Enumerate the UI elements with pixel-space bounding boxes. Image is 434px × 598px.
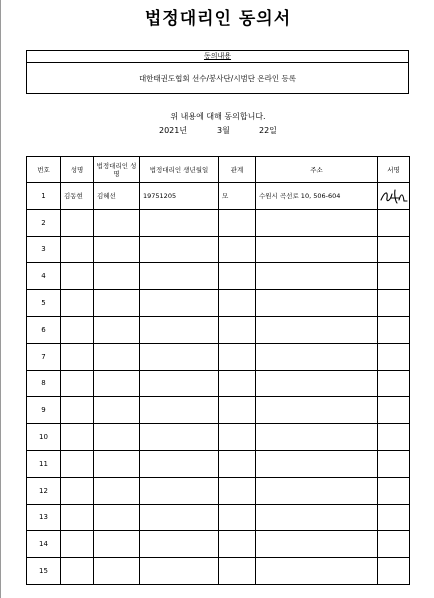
guardian-roster-table	[26, 156, 410, 585]
cell-guardian-name	[94, 370, 140, 397]
cell-name	[61, 209, 94, 236]
table-row	[27, 450, 410, 477]
cell-num: 11	[27, 450, 61, 477]
cell-signature	[378, 397, 410, 424]
cell-guardian-name	[94, 477, 140, 504]
cell-signature	[378, 290, 410, 317]
cell-address	[256, 316, 378, 343]
cell-relation	[219, 504, 256, 531]
cell-relation	[219, 397, 256, 424]
cell-name	[61, 290, 94, 317]
cell-signature	[378, 236, 410, 263]
cell-address	[256, 290, 378, 317]
page-title: 법정대리인 동의서	[144, 9, 292, 29]
table-row	[27, 343, 410, 370]
cell-guardian-birth	[140, 504, 219, 531]
cell-signature	[378, 263, 410, 290]
consent-content-box	[26, 50, 409, 94]
cell-address	[256, 477, 378, 504]
cell-num: 5	[27, 290, 61, 317]
consent-text: 대한태권도협회 선수/봉사단/시범단 온라인 등록	[138, 74, 297, 83]
cell-num: 1	[27, 183, 61, 210]
cell-address: 수원시 곡선로 10, 506-604	[256, 183, 378, 210]
cell-guardian-name	[94, 450, 140, 477]
cell-signature	[378, 183, 410, 210]
cell-address	[256, 343, 378, 370]
cell-signature	[378, 504, 410, 531]
cell-guardian-name	[94, 316, 140, 343]
cell-guardian-name	[94, 558, 140, 585]
cell-name	[61, 263, 94, 290]
cell-signature	[378, 477, 410, 504]
table-row	[27, 236, 410, 263]
cell-relation	[219, 316, 256, 343]
date-day: 22일	[259, 126, 277, 135]
table-row	[27, 290, 410, 317]
cell-name: 김동현	[61, 183, 94, 210]
cell-guardian-birth	[140, 316, 219, 343]
cell-name	[61, 343, 94, 370]
cell-guardian-birth	[140, 477, 219, 504]
cell-signature	[378, 450, 410, 477]
cell-num: 10	[27, 424, 61, 451]
cell-num: 14	[27, 531, 61, 558]
cell-signature	[378, 316, 410, 343]
table-row	[27, 397, 410, 424]
cell-address	[256, 531, 378, 558]
header-guardian-name: 법정대리인 성명	[94, 157, 140, 183]
table-row	[27, 531, 410, 558]
header-address: 주소	[256, 157, 378, 183]
cell-guardian-name	[94, 236, 140, 263]
cell-relation	[219, 343, 256, 370]
table-row	[27, 263, 410, 290]
cell-address	[256, 209, 378, 236]
cell-guardian-name	[94, 290, 140, 317]
signature-mark	[379, 187, 409, 205]
table-row	[27, 477, 410, 504]
cell-relation	[219, 209, 256, 236]
cell-relation	[219, 263, 256, 290]
table-row	[27, 504, 410, 531]
cell-num: 12	[27, 477, 61, 504]
cell-address	[256, 450, 378, 477]
cell-name	[61, 531, 94, 558]
cell-relation	[219, 477, 256, 504]
cell-name	[61, 236, 94, 263]
cell-num: 4	[27, 263, 61, 290]
cell-guardian-birth	[140, 370, 219, 397]
cell-name	[61, 558, 94, 585]
table-row	[27, 424, 410, 451]
cell-guardian-name	[94, 424, 140, 451]
cell-signature	[378, 558, 410, 585]
cell-guardian-birth	[140, 236, 219, 263]
cell-guardian-birth	[140, 397, 219, 424]
date-month: 3월	[217, 126, 230, 135]
header-signature: 서명	[378, 157, 410, 183]
cell-address	[256, 236, 378, 263]
cell-relation: 모	[219, 183, 256, 210]
header-guardian-birth: 법정대리인 생년월일	[140, 157, 219, 183]
cell-signature	[378, 209, 410, 236]
table-row	[27, 558, 410, 585]
cell-guardian-name	[94, 209, 140, 236]
cell-num: 13	[27, 504, 61, 531]
cell-address	[256, 504, 378, 531]
cell-num: 2	[27, 209, 61, 236]
cell-relation	[219, 450, 256, 477]
cell-num: 3	[27, 236, 61, 263]
cell-relation	[219, 531, 256, 558]
cell-relation	[219, 424, 256, 451]
table-body	[27, 183, 410, 585]
table-row	[27, 209, 410, 236]
cell-guardian-name	[94, 263, 140, 290]
table-row	[27, 370, 410, 397]
cell-guardian-birth	[140, 290, 219, 317]
header-name: 성명	[61, 157, 94, 183]
cell-guardian-birth	[140, 558, 219, 585]
cell-signature	[378, 531, 410, 558]
cell-signature	[378, 424, 410, 451]
cell-num: 9	[27, 397, 61, 424]
cell-name	[61, 316, 94, 343]
cell-num: 15	[27, 558, 61, 585]
cell-relation	[219, 290, 256, 317]
table-header-row	[27, 157, 410, 183]
cell-name	[61, 504, 94, 531]
cell-guardian-birth	[140, 209, 219, 236]
cell-guardian-birth	[140, 531, 219, 558]
date-year: 2021년	[159, 126, 188, 135]
cell-name	[61, 477, 94, 504]
consent-header: 동의내용	[27, 51, 408, 63]
cell-num: 6	[27, 316, 61, 343]
cell-num: 8	[27, 370, 61, 397]
cell-guardian-birth	[140, 263, 219, 290]
cell-name	[61, 450, 94, 477]
cell-name	[61, 424, 94, 451]
cell-signature	[378, 370, 410, 397]
cell-guardian-name	[94, 504, 140, 531]
table-row	[27, 316, 410, 343]
table-row	[27, 183, 410, 210]
cell-guardian-birth	[140, 450, 219, 477]
cell-name	[61, 397, 94, 424]
cell-guardian-name	[94, 531, 140, 558]
cell-guardian-name: 김혜선	[94, 183, 140, 210]
cell-address	[256, 397, 378, 424]
cell-guardian-birth: 19751205	[140, 183, 219, 210]
cell-num: 7	[27, 343, 61, 370]
cell-address	[256, 424, 378, 451]
header-num: 번호	[27, 157, 61, 183]
cell-name	[61, 370, 94, 397]
cell-address	[256, 558, 378, 585]
header-relation: 관계	[219, 157, 256, 183]
cell-guardian-birth	[140, 424, 219, 451]
cell-guardian-name	[94, 397, 140, 424]
cell-relation	[219, 370, 256, 397]
cell-relation	[219, 236, 256, 263]
agreement-statement: 위 내용에 대해 동의합니다.	[170, 112, 266, 121]
cell-guardian-name	[94, 343, 140, 370]
cell-address	[256, 370, 378, 397]
cell-guardian-birth	[140, 343, 219, 370]
cell-signature	[378, 343, 410, 370]
cell-relation	[219, 558, 256, 585]
cell-address	[256, 263, 378, 290]
